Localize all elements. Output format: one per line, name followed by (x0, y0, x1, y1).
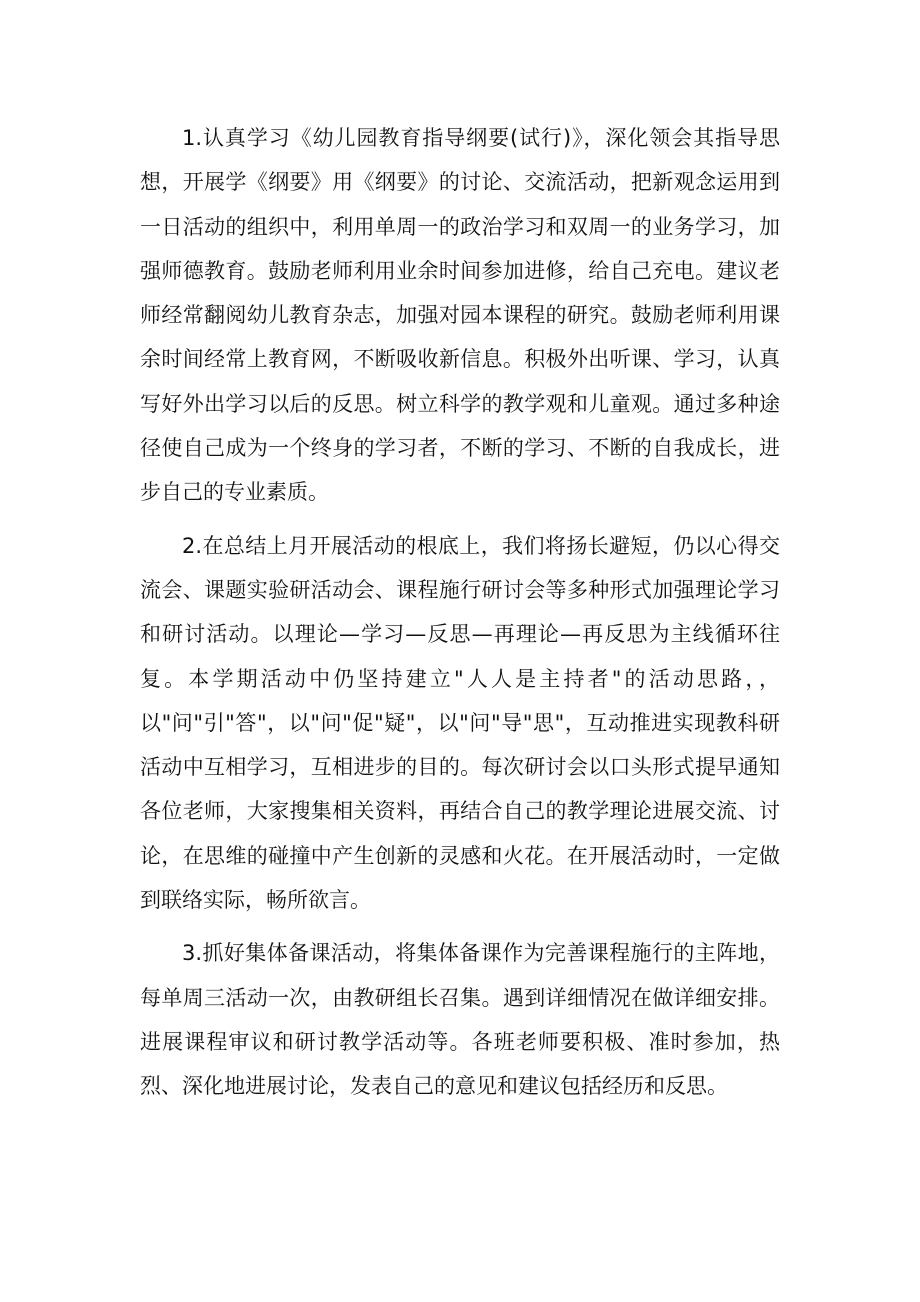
paragraph-1: 1.认真学习《幼儿园教育指导纲要(试行)》，深化领会其指导思想，开展学《纲要》用《纲要》的讨论、交流活动，把新观念运用到一日活动的组织中，利用单周一的政治学习和双周一的业务学习，加强师德教育。鼓励老师利用业余时间参加进修，给自己充电。建议老师经常翻阅幼儿教育杂志，加强对园本课程的研究。鼓励老师利用课余时间经常上教育网，不断吸收新信息。积极外出听课、学习，认真写好外出学习以后的反思。树立科学的教学观和儿童观。通过多种途径使自己成为一个终身的学习者，不断的学习、不断的自我成长，进步自己的专业素质。 (140, 126, 780, 505)
paragraph-2: 2.在总结上月开展活动的根底上，我们将扬长避短，仍以心得交流会、课题实验研活动会、课程施行研讨会等多种形式加强理论学习和研讨活动。以理论—学习—反思—再理论—再反思为主线循环往复。本学期活动中仍坚持建立"人人是主持者"的活动思路，，以"问"引"答"，以"问"促"疑"，以"问"导"思"，互动推进实现教科研活动中互相学习，互相进步的目的。每次研讨会以口头形式提早通知各位老师，大家搜集相关资料，再结合自己的教学理论进展交流、讨论，在思维的碰撞中产生创新的灵感和火花。在开展活动时，一定做到联络实际，畅所欲言。 (140, 533, 780, 913)
paragraph-3: 3.抓好集体备课活动，将集体备课作为完善课程施行的主阵地，每单周三活动一次，由教研组长召集。遇到详细情况在做详细安排。进展课程审议和研讨教学活动等。各班老师要积极、准时参加，热烈、深化地进展讨论，发表自己的意见和建议包括经历和反思。 (140, 941, 780, 1099)
document-body (140, 116, 780, 1109)
